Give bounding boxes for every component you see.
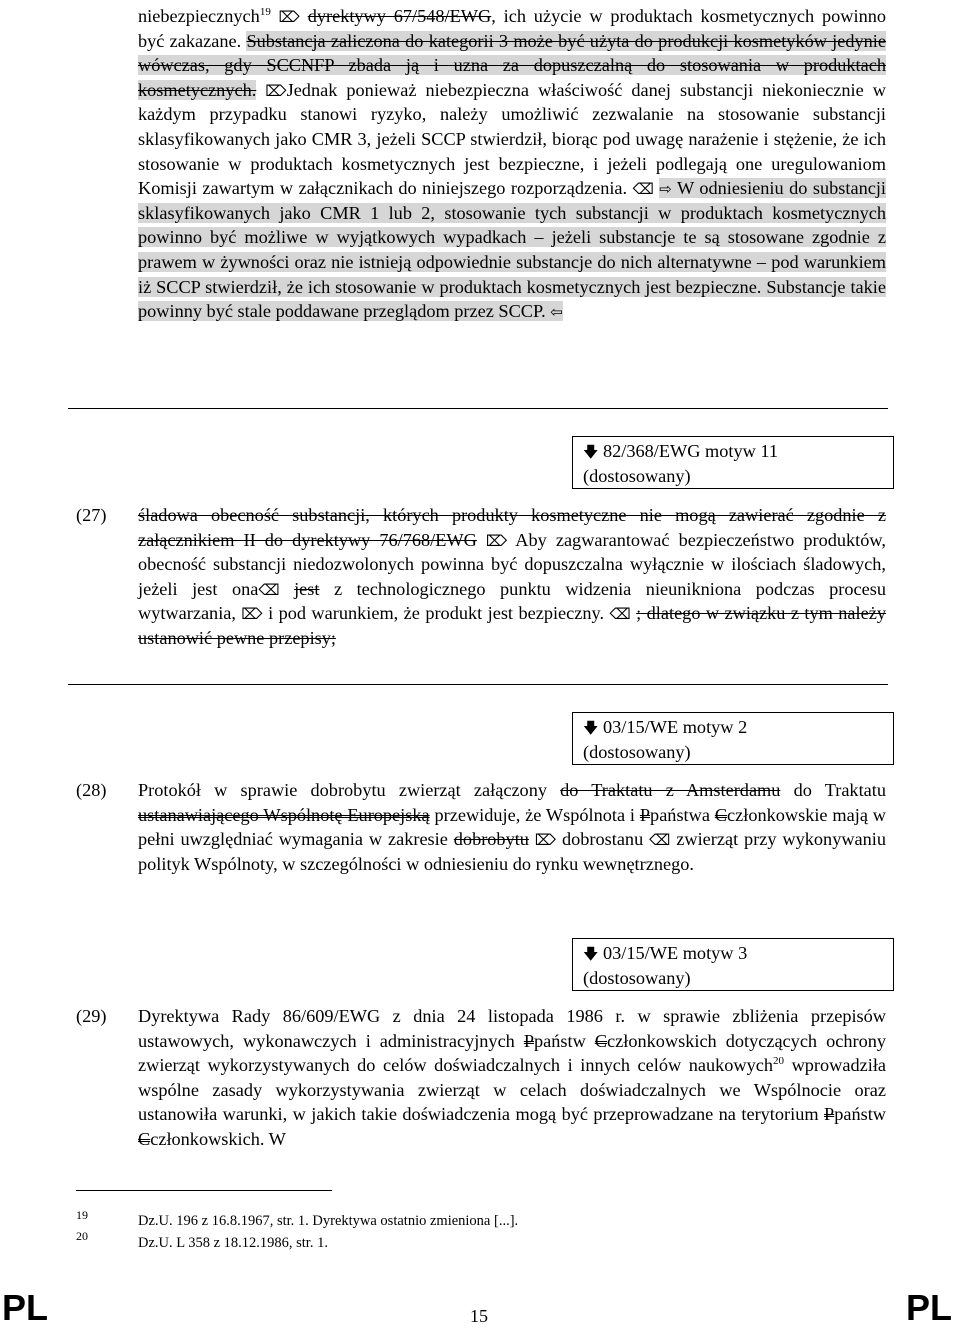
text: przewiduje, że Wspólnota i [434,804,636,825]
deleted-letter: C [138,1128,151,1149]
erase-icon: ⌦ [485,531,508,550]
deleted-text: dobrobytu [453,829,529,850]
inserted-text: i pod warunkiem, że produkt jest bezpieczny. [268,603,605,624]
adaptation-note: (dostosowany) [583,741,691,762]
language-code-right: PL [906,1287,953,1328]
deleted-letter: P [824,1104,835,1125]
arrow-down-bold-icon: 🡇 [583,443,599,461]
text: , ich użycie w produktach kosmetycznych powinno być zakazane. [138,6,886,51]
source-reference: 03/15/WE motyw 2 [603,717,748,737]
inserted-text: Jednak ponieważ niebezpieczna właściwość danej substancji niekoniecznie w każdym przypadku stanowi ryzyko, należy umożliwić zezwalanie na stosowanie substancji sklasyfikowanych jako CMR 3, jeżeli SCCP stwierdził, biorąc pod uwagę narażenie i stężenie, że ich stosowanie w produktach kosmetycznych jest bezpieczne, i jeżeli podlegają one uregulowaniom Komisji zawartym w załącznikach do niniejszego rozporządzenia. [138,79,886,199]
text: złonkowskich dotyczących ochrony zwierząt wykorzystywanych do celów doświadczalnych i innych celów naukowych [138,1030,886,1076]
text: Dyrektywa Rady 86/609/EWG z dnia 24 listopada 1986 r. w sprawie zbliżenia przepisów ustawowych, wykonawczych i administracyjnych [138,1006,886,1051]
paragraph-27 [138,503,886,651]
footnote-text: Dz.U. 196 z 16.8.1967, str. 1. Dyrektywa ostatnio zmieniona [...]. [138,1213,519,1229]
source-reference-box [572,436,894,489]
text: wprowadziła wspólne zasady wykorzystywania zwierząt w celach doświadczalnych we Wspólnocie oraz ustanowiła warunki, w jakich takie doświadczenia mogą być przeprowadzane na terytorium [138,1055,887,1125]
source-reference-box [572,938,894,991]
paragraph-number: (27) [76,505,107,525]
inserted-letter: c [607,1030,616,1051]
paragraph-number: (28) [76,780,107,800]
text: Protokół w sprawie dobrobytu zwierząt załączony [138,780,547,800]
footnote-number: 19 [76,1208,88,1222]
inserted-text: dobrostanu [561,829,644,850]
section-divider [68,408,888,409]
erase-icon: ⌦ [278,8,300,26]
arrow-left-outline-icon: ⇦ [550,303,563,322]
text: aństwa [659,804,710,825]
deleted-letter: P [639,804,651,825]
deleted-text: dyrektywy 67/548/EWG [307,6,492,26]
deleted-text: ; dlatego w związku z tym należy ustanowić pewne przepisy; [138,603,886,648]
footnote-text: Dz.U. L 358 z 18.12.1986, str. 1. [138,1235,328,1251]
inserted-letter: p [650,804,660,825]
section-divider [68,684,888,685]
paragraph-number: (29) [76,1006,107,1026]
inserted-letter: p [534,1030,544,1051]
deleted-text: ustanawiającego Wspólnotę Europejską [138,804,430,825]
text: zwierząt przy wykonywaniu polityk Wspólnoty, w szczególności w odniesieniu do rynku wewnętrznego. [138,829,887,874]
arrow-right-outline-icon: ⇨ [659,180,672,199]
text: do Traktatu [793,780,886,800]
deleted-letter: C [714,804,728,825]
deleted-text: jest [294,578,320,599]
inserted-letter: p [834,1104,844,1125]
deleted-letter: C [594,1030,608,1051]
erase-icon: ⌦ [265,81,287,100]
paragraph-28 [138,778,886,876]
erase-icon: ⌫ [609,605,631,624]
text: aństw [543,1030,586,1051]
source-reference: 82/368/EWG motyw 11 [603,441,779,461]
language-code-left: PL [2,1287,49,1328]
adaptation-note: (dostosowany) [583,967,691,988]
erase-icon: ⌦ [534,831,557,850]
adaptation-note: (dostosowany) [583,465,691,486]
page-number: 15 [470,1306,488,1326]
footnote-separator [76,1190,332,1191]
deleted-text: śladowa obecność substancji, których produkty kosmetyczne nie mogą zawierać zgodnie z załącznikiem II do dyrektywy 76/768/EWG [138,505,886,550]
source-reference: 03/15/WE motyw 3 [603,943,748,963]
paragraph-26-continuation [138,4,886,324]
erase-icon: ⌦ [241,605,263,624]
text: złonkowskich. W [158,1128,286,1149]
inserted-letter: c [150,1128,159,1149]
footnote-ref-20[interactable]: 20 [773,1055,785,1068]
erase-icon: ⌫ [258,580,280,599]
paragraph-29 [138,1004,886,1152]
arrow-down-bold-icon: 🡇 [583,945,599,963]
inserted-text: Aby zagwarantować bezpieczeństwo produktów, obecność substancji niedozwolonych powinna być dopuszczalna wyłącznie w ilościach śladowych, jeżeli jest ona [138,529,886,599]
text: złonkowskie mają w pełni uwzględniać wymagania w zakresie [138,804,886,850]
deleted-letter: P [523,1030,535,1051]
footnote-ref-19[interactable]: 19 [259,5,271,18]
arrow-down-bold-icon: 🡇 [583,719,599,737]
deleted-highlighted-text: Substancja zaliczona do kategorii 3 może być użyta do produkcji kosmetyków jedynie wówczas, gdy SCCNFP zbada ją i uzna za dopuszczalną do stosowania w produktach kosmetycznych. [138,30,886,100]
text: z technologicznego punktu widzenia nieunikniona podczas procesu wytwarzania, [138,578,886,624]
erase-icon: ⌫ [632,180,654,199]
text: niebezpiecznych [138,6,260,26]
deleted-text: do Traktatu z Amsterdamu [560,780,781,800]
erase-icon: ⌫ [649,831,671,850]
text: aństw [843,1104,886,1125]
inserted-highlighted-block [138,178,886,321]
source-reference-box [572,712,894,765]
inserted-highlighted-text: W odniesieniu do substancji sklasyfikowanych jako CMR 1 lub 2, stosowanie tych substancji w produktach kosmetycznych powinno być możliwe w wyjątkowych wypadkach – jeżeli substancje te są stosowane zgodnie z prawem w żywności oraz nie istnieją odpowiednie substancje do nich alternatywne – pod warunkiem iż SCCP stwierdził, że ich stosowanie w produktach kosmetycznych jest bezpieczne. Substancje takie powinny być stale poddawane przeglądom przez SCCP. [138,178,886,322]
inserted-letter: c [727,804,736,825]
footnote-number: 20 [76,1229,88,1243]
